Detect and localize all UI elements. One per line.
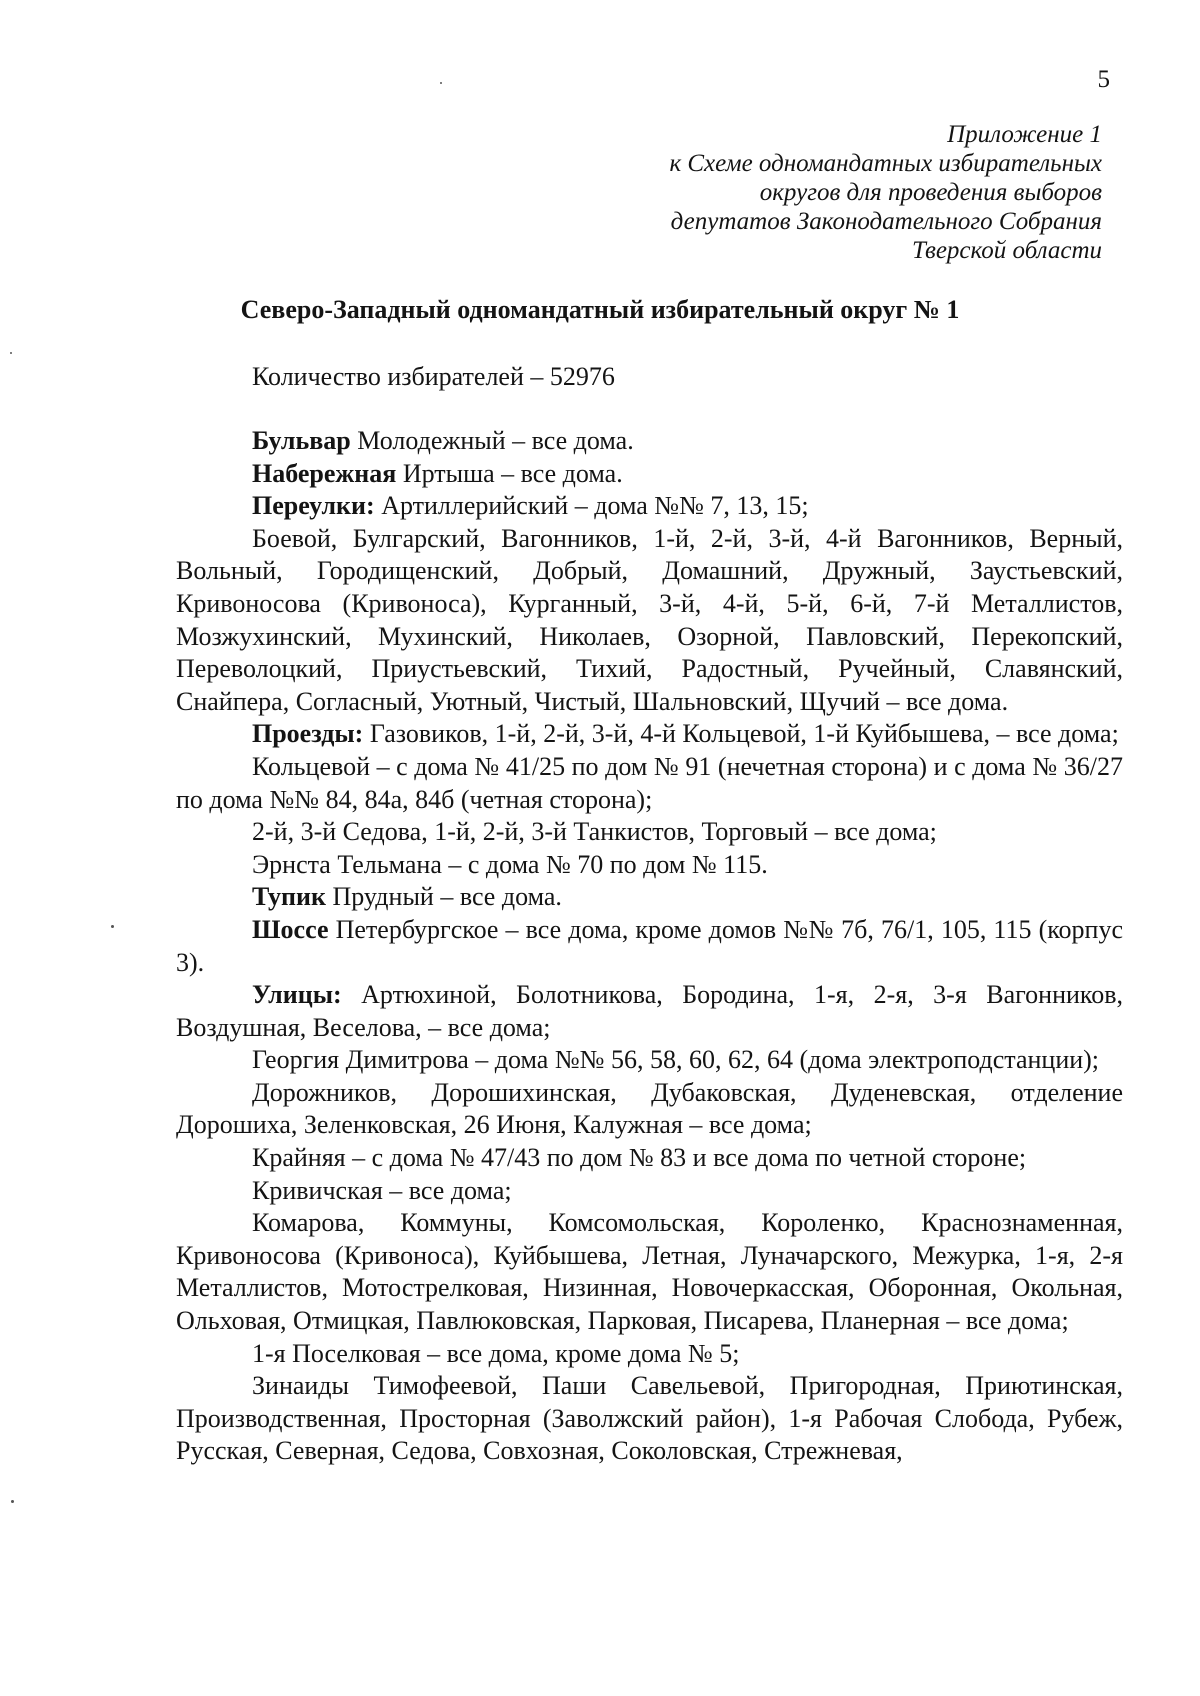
paragraph-text: Артюхиной, Болотникова, Бородина, 1-я, 2-я, 3-я Вагонников, Воздушная, Веселова, – все дома; (176, 980, 1123, 1042)
appendix-line: округов для проведения выборов (759, 179, 1102, 206)
paragraph-text: Кривичская – все дома; (252, 1175, 512, 1205)
appendix-line: Приложение 1 (947, 121, 1102, 148)
paragraph (176, 718, 1123, 751)
appendix-line: Тверской области (911, 237, 1102, 264)
paragraph (176, 1142, 1123, 1175)
paragraph (176, 979, 1123, 1044)
appendix-line: депутатов Законодательного Собрания (670, 208, 1102, 235)
paragraph (176, 751, 1123, 816)
paragraph (176, 816, 1123, 849)
paragraph-lead: Проезды: (252, 719, 364, 749)
paragraph (176, 849, 1123, 882)
paragraph (176, 1338, 1123, 1371)
scan-speck (10, 352, 12, 354)
paragraph-text: Комарова, Коммуны, Комсомольская, Короленко, Краснознаменная, Кривоносова (Кривоноса), Куйбышева, Летная, Луначарского, Межурка, 1-я, 2-я Металлистов, Мотострелковая, Низинная, Новочеркасская, Оборонная, Окольная, Ольховая, Отмицкая, Павлюковская, Парковая, Писарева, Планерная – все дома; (176, 1208, 1123, 1336)
document-title: Северо-Западный одномандатный избирательный округ № 1 (240, 295, 960, 324)
paragraph-lead: Набережная (252, 458, 397, 488)
paragraph-text: Крайняя – с дома № 47/43 по дом № 83 и все дома по четной стороне; (252, 1143, 1027, 1173)
appendix-line: к Схеме одномандатных избирательных (669, 150, 1102, 177)
paragraph-text: Петербургское – все дома, кроме домов №№ 7б, 76/1, 105, 115 (корпус 3). (176, 914, 1123, 977)
paragraph (176, 523, 1123, 719)
paragraph-text: 2-й, 3-й Седова, 1-й, 2-й, 3-й Танкистов, Торговый – все дома; (252, 817, 937, 847)
paragraph-lead: Переулки: (252, 491, 375, 521)
district-description (176, 425, 1123, 1468)
paragraph-text: Зинаиды Тимофеевой, Паши Савельевой, Пригородная, Приютинская, Производственная, Просторная (Заволжский район), 1-я Рабочая Слобода, Рубеж, Русская, Северная, Седова, Совхозная, Соколовская, Стрежневая, (176, 1371, 1123, 1466)
paragraph (176, 490, 1123, 523)
paragraph-text: Георгия Димитрова – дома №№ 56, 58, 60, 62, 64 (дома электроподстанции); (252, 1045, 1100, 1075)
paragraph-lead: Улицы: (252, 980, 342, 1010)
paragraph (176, 1370, 1123, 1468)
paragraph-lead: Шоссе (252, 914, 329, 944)
paragraph-lead: Бульвар (252, 426, 351, 455)
page-number: 5 (1097, 66, 1110, 93)
paragraph-text: Артиллерийский – дома №№ 7, 13, 15; (374, 491, 809, 521)
paragraph-text: Эрнста Тельмана – с дома № 70 по дом № 115. (252, 849, 768, 879)
paragraph-text: Иртыша – все дома. (396, 458, 623, 488)
paragraph (176, 881, 1123, 914)
paragraph-text: Прудный – все дома. (326, 882, 562, 912)
paragraph (176, 1175, 1123, 1208)
paragraph (176, 1077, 1123, 1142)
paragraph-text: Молодежный – все дома. (350, 426, 634, 455)
paragraph (176, 425, 1123, 458)
paragraph-text: Боевой, Булгарский, Вагонников, 1-й, 2-й, 3-й, 4-й Вагонников, Верный, Вольный, Городищенский, Добрый, Домашний, Дружный, Заустьевский, Кривоносова (Кривоноса), Курганный, 3-й, 4-й, 5-й, 6-й, 7-й Металлистов, Мозжухинский, Мухинский, Николаев, Озорной, Павловский, Перекопский, Переволоцкий, Приустьевский, Тихий, Радостный, Ручейный, Славянский, Снайпера, Согласный, Уютный, Чистый, Шальновский, Щучий – все дома. (176, 523, 1123, 716)
paragraph-text: Газовиков, 1-й, 2-й, 3-й, 4-й Кольцевой, 1-й Куйбышева, – все дома; (363, 719, 1119, 749)
paragraph-text: Дорожников, Дорошихинская, Дубаковская, Дуденевская, отделение Дорошиха, Зеленковская, 26 Июня, Калужная – все дома; (176, 1077, 1123, 1140)
paragraph (176, 1207, 1123, 1337)
paragraph (176, 1044, 1123, 1077)
paragraph (176, 458, 1123, 491)
paragraph-text: Кольцевой – с дома № 41/25 по дом № 91 (нечетная сторона) и с дома № 36/27 по дома №№ 84, 84а, 84б (четная сторона); (176, 751, 1123, 814)
paragraph (176, 914, 1123, 979)
voter-count: Количество избирателей – 52976 (252, 362, 615, 391)
scan-speck (111, 925, 114, 928)
paragraph-text: 1-я Поселковая – все дома, кроме дома № 5; (252, 1338, 740, 1368)
scan-speck (440, 82, 442, 84)
appendix-note (669, 120, 1102, 265)
scan-speck (11, 1500, 14, 1503)
paragraph-lead: Тупик (252, 882, 326, 912)
